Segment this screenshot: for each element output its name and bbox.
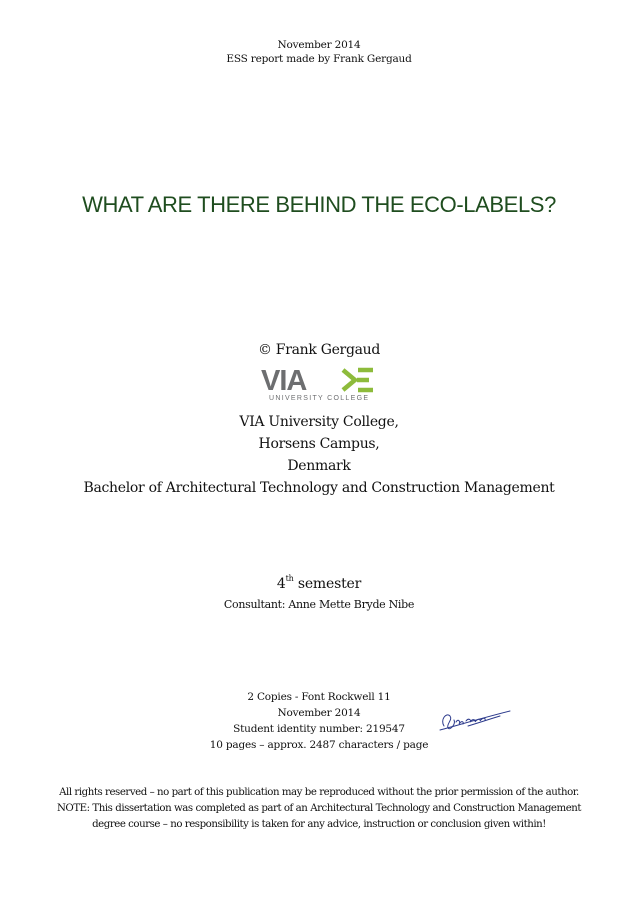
- programme-name: Bachelor of Architectural Technology and Construction Management: [83, 480, 555, 496]
- semester-line: [0, 574, 638, 592]
- via-logo-chevron-icon: [343, 370, 373, 390]
- report-header: [0, 38, 638, 66]
- copies-line: 2 Copies - Font Rockwell 11: [247, 691, 391, 703]
- document-title: WHAT ARE THERE BEHIND THE ECO-LABELS?: [82, 192, 556, 217]
- submission-info: [0, 689, 638, 753]
- institution-country: Denmark: [287, 458, 351, 474]
- legal-notice: [0, 785, 638, 833]
- pages-line: 10 pages – approx. 2487 characters / page: [209, 739, 429, 751]
- institution-name: VIA University College,: [239, 414, 399, 430]
- via-logo-graphic: [261, 366, 377, 402]
- via-logo-subtitle: UNIVERSITY COLLEGE: [269, 395, 370, 402]
- institution-campus: Horsens Campus,: [258, 436, 380, 452]
- semester-suffix: th: [285, 574, 294, 583]
- submission-date: November 2014: [277, 707, 361, 719]
- student-id-line: Student identity number: 219547: [233, 723, 405, 735]
- copyright-line: © Frank Gergaud: [257, 342, 381, 358]
- semester-number: 4: [276, 576, 286, 592]
- via-logo-mark: VIA: [261, 366, 307, 397]
- institution-block: [0, 411, 638, 499]
- consultant-line: Consultant: Anne Mette Bryde Nibe: [223, 598, 415, 611]
- disclaimer-line: degree course – no responsibility is taken for any advice, instruction or conclusion given within!: [92, 819, 546, 830]
- rights-reserved-line: All rights reserved – no part of this publication may be reproduced without the prior permission of the author.: [59, 787, 579, 798]
- via-university-college-logo: [0, 366, 638, 402]
- semester-label: semester: [297, 576, 362, 592]
- signature-image: [438, 702, 512, 734]
- header-author: ESS report made by Frank Gergaud: [226, 53, 412, 65]
- dissertation-note-line: NOTE: This dissertation was completed as part of an Architectural Technology and Construction Management: [56, 803, 582, 814]
- header-date: November 2014: [277, 39, 361, 51]
